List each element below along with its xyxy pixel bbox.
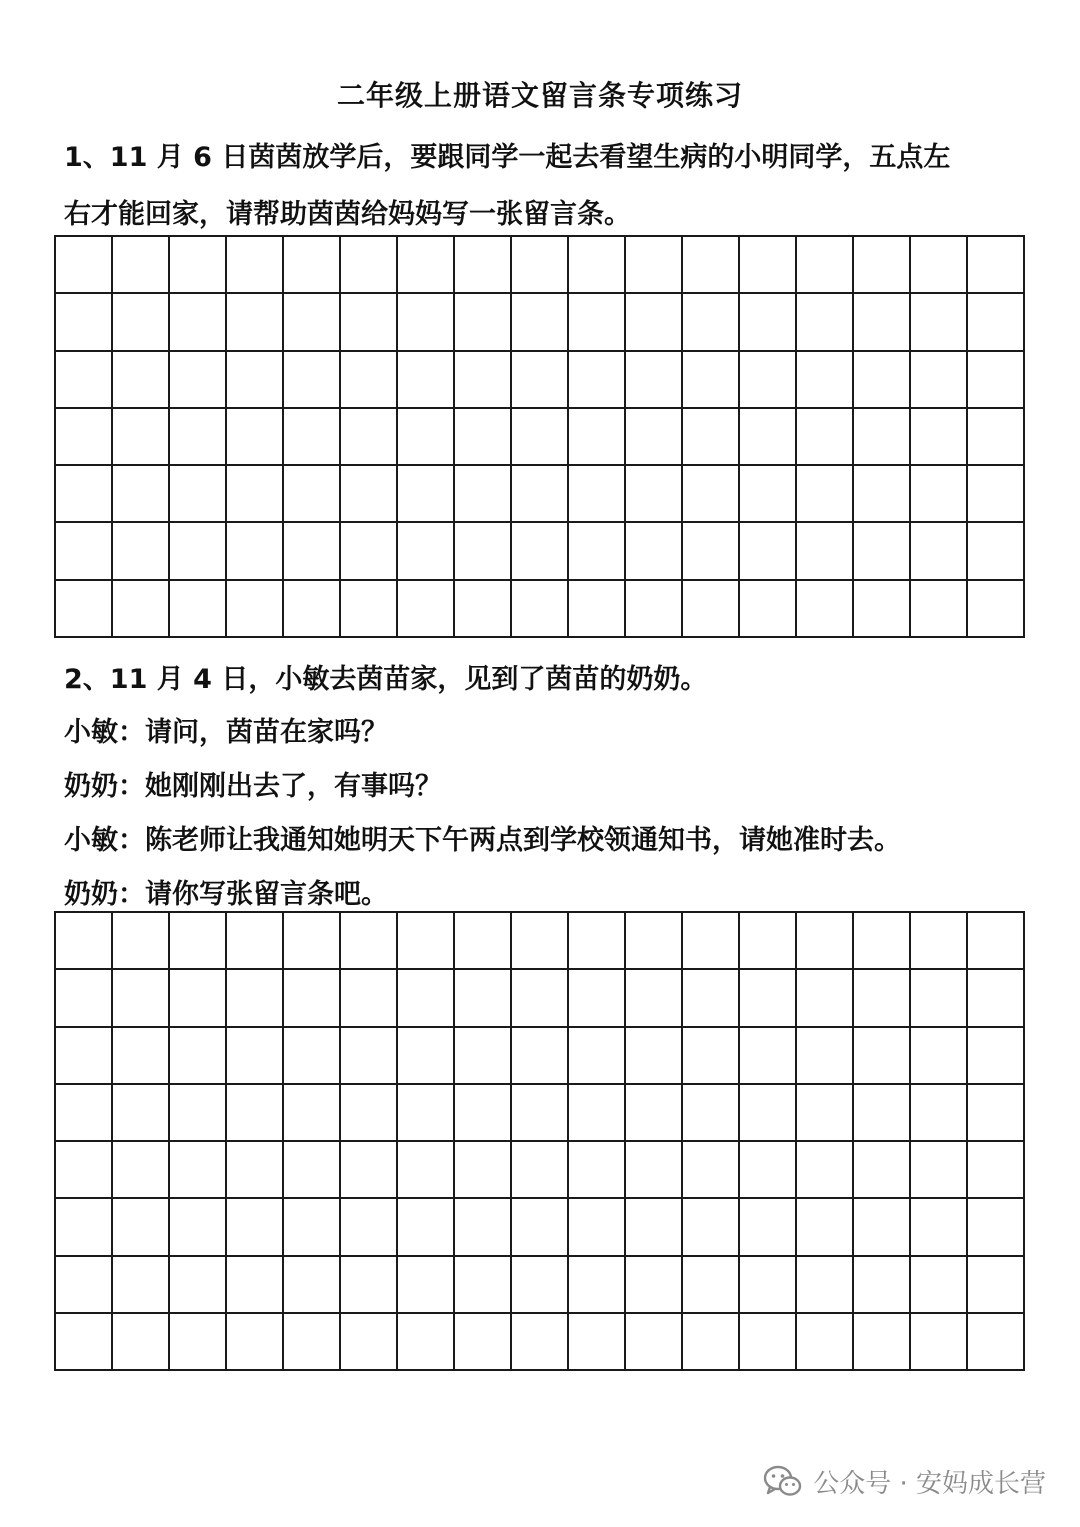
grid-cell[interactable] (626, 1257, 683, 1314)
grid-cell[interactable] (968, 466, 1025, 523)
grid-cell[interactable] (968, 913, 1025, 970)
watermark (763, 1463, 1046, 1500)
grid-cell[interactable] (740, 466, 797, 523)
grid-cell[interactable] (626, 1028, 683, 1085)
grid-cell[interactable] (113, 1142, 170, 1199)
dialog-line-3: 小敏：陈老师让我通知她明天下午两点到学校领通知书，请她准时去。 (64, 825, 901, 856)
grid-cell[interactable] (683, 1314, 740, 1371)
grid-cell[interactable] (683, 294, 740, 351)
grid-cell[interactable] (113, 970, 170, 1027)
grid-cell[interactable] (227, 581, 284, 638)
grid-cell[interactable] (683, 970, 740, 1027)
grid-cell[interactable] (512, 1199, 569, 1256)
grid-cell[interactable] (113, 523, 170, 580)
grid-cell[interactable] (398, 409, 455, 466)
grid-cell[interactable] (341, 1314, 398, 1371)
grid-cell[interactable] (968, 1142, 1025, 1199)
grid-cell[interactable] (113, 1199, 170, 1256)
grid-cell[interactable] (626, 1199, 683, 1256)
grid-cell[interactable] (341, 352, 398, 409)
grid-cell[interactable] (683, 523, 740, 580)
grid-cell[interactable] (56, 352, 113, 409)
grid-cell[interactable] (455, 1085, 512, 1142)
grid-cell[interactable] (854, 1085, 911, 1142)
grid-cell[interactable] (911, 352, 968, 409)
grid-cell[interactable] (569, 294, 626, 351)
grid-cell[interactable] (512, 1257, 569, 1314)
grid-cell[interactable] (227, 352, 284, 409)
grid-cell[interactable] (170, 913, 227, 970)
grid-cell[interactable] (797, 1085, 854, 1142)
grid-cell[interactable] (854, 409, 911, 466)
grid-cell[interactable] (398, 1257, 455, 1314)
grid-cell[interactable] (740, 294, 797, 351)
grid-cell[interactable] (854, 913, 911, 970)
watermark-text: 公众号 · 安妈成长营 (813, 1469, 1046, 1499)
grid-cell[interactable] (284, 352, 341, 409)
grid-cell[interactable] (284, 409, 341, 466)
grid-cell[interactable] (854, 466, 911, 523)
grid-cell[interactable] (569, 409, 626, 466)
grid-cell[interactable] (398, 237, 455, 294)
grid-cell[interactable] (455, 466, 512, 523)
grid-cell[interactable] (569, 913, 626, 970)
grid-cell[interactable] (968, 1257, 1025, 1314)
grid-cell[interactable] (626, 352, 683, 409)
grid-cell[interactable] (398, 1085, 455, 1142)
grid-cell[interactable] (512, 237, 569, 294)
grid-cell[interactable] (170, 294, 227, 351)
grid-cell[interactable] (398, 581, 455, 638)
grid-cell[interactable] (170, 466, 227, 523)
grid-cell[interactable] (398, 1142, 455, 1199)
grid-cell[interactable] (512, 466, 569, 523)
grid-cell[interactable] (626, 913, 683, 970)
grid-cell[interactable] (968, 581, 1025, 638)
grid-cell[interactable] (626, 466, 683, 523)
grid-cell[interactable] (56, 1142, 113, 1199)
grid-cell[interactable] (227, 1199, 284, 1256)
grid-cell[interactable] (227, 294, 284, 351)
grid-cell[interactable] (626, 237, 683, 294)
grid-cell[interactable] (797, 352, 854, 409)
grid-cell[interactable] (569, 523, 626, 580)
grid-cell[interactable] (341, 294, 398, 351)
grid-cell[interactable] (854, 352, 911, 409)
grid-cell[interactable] (911, 1028, 968, 1085)
grid-cell[interactable] (683, 1257, 740, 1314)
grid-cell[interactable] (227, 1085, 284, 1142)
grid-cell[interactable] (569, 970, 626, 1027)
grid-cell[interactable] (626, 1142, 683, 1199)
grid-cell[interactable] (56, 1085, 113, 1142)
grid-cell[interactable] (683, 1199, 740, 1256)
grid-cell[interactable] (170, 409, 227, 466)
grid-cell[interactable] (512, 352, 569, 409)
grid-cell[interactable] (683, 1142, 740, 1199)
grid-cell[interactable] (56, 913, 113, 970)
grid-cell[interactable] (968, 1085, 1025, 1142)
grid-cell[interactable] (512, 1142, 569, 1199)
question-1-line-1: 1、11 月 6 日茵茵放学后，要跟同学一起去看望生病的小明同学，五点左 (64, 142, 951, 173)
grid-cell[interactable] (341, 581, 398, 638)
grid-cell[interactable] (797, 294, 854, 351)
grid-cell[interactable] (284, 970, 341, 1027)
grid-cell[interactable] (455, 1199, 512, 1256)
grid-cell[interactable] (341, 1142, 398, 1199)
grid-cell[interactable] (170, 1257, 227, 1314)
grid-cell[interactable] (569, 1199, 626, 1256)
grid-cell[interactable] (284, 466, 341, 523)
grid-cell[interactable] (512, 581, 569, 638)
grid-cell[interactable] (968, 1028, 1025, 1085)
grid-cell[interactable] (113, 352, 170, 409)
grid-cell[interactable] (854, 1199, 911, 1256)
grid-cell[interactable] (284, 1314, 341, 1371)
grid-cell[interactable] (170, 1142, 227, 1199)
grid-cell[interactable] (398, 970, 455, 1027)
grid-cell[interactable] (227, 409, 284, 466)
grid-cell[interactable] (740, 970, 797, 1027)
grid-cell[interactable] (341, 409, 398, 466)
grid-cell[interactable] (113, 237, 170, 294)
grid-cell[interactable] (854, 1142, 911, 1199)
grid-cell[interactable] (626, 1314, 683, 1371)
grid-cell[interactable] (113, 1314, 170, 1371)
grid-cell[interactable] (797, 1314, 854, 1371)
grid-cell[interactable] (170, 1199, 227, 1256)
grid-cell[interactable] (968, 970, 1025, 1027)
grid-cell[interactable] (512, 409, 569, 466)
grid-cell[interactable] (170, 237, 227, 294)
grid-cell[interactable] (227, 1257, 284, 1314)
dialog-line-4: 奶奶：请你写张留言条吧。 (64, 879, 388, 910)
grid-cell[interactable] (398, 466, 455, 523)
grid-cell[interactable] (626, 523, 683, 580)
grid-cell[interactable] (56, 466, 113, 523)
grid-cell[interactable] (569, 1314, 626, 1371)
grid-cell[interactable] (797, 581, 854, 638)
question-2-intro: 2、11 月 4 日，小敏去茵苗家，见到了茵苗的奶奶。 (64, 664, 708, 695)
grid-cell[interactable] (341, 1085, 398, 1142)
grid-cell[interactable] (56, 970, 113, 1027)
grid-cell[interactable] (227, 1314, 284, 1371)
grid-cell[interactable] (911, 1199, 968, 1256)
grid-cell[interactable] (968, 1199, 1025, 1256)
grid-cell[interactable] (797, 1199, 854, 1256)
grid-cell[interactable] (512, 294, 569, 351)
grid-cell[interactable] (569, 1257, 626, 1314)
grid-cell[interactable] (113, 581, 170, 638)
grid-cell[interactable] (56, 1199, 113, 1256)
grid-cell[interactable] (512, 1028, 569, 1085)
grid-cell[interactable] (284, 1199, 341, 1256)
grid-cell[interactable] (512, 913, 569, 970)
grid-cell[interactable] (227, 1028, 284, 1085)
grid-cell[interactable] (341, 1257, 398, 1314)
grid-cell[interactable] (626, 294, 683, 351)
grid-cell[interactable] (284, 1257, 341, 1314)
grid-cell[interactable] (341, 1028, 398, 1085)
grid-cell[interactable] (740, 237, 797, 294)
grid-cell[interactable] (911, 970, 968, 1027)
grid-cell[interactable] (626, 409, 683, 466)
grid-cell[interactable] (113, 1085, 170, 1142)
writing-grid-2[interactable] (54, 911, 1025, 1371)
grid-cell[interactable] (455, 1142, 512, 1199)
grid-cell[interactable] (740, 523, 797, 580)
grid-cell[interactable] (569, 352, 626, 409)
grid-cell[interactable] (626, 581, 683, 638)
dialog-line-1: 小敏：请问，茵苗在家吗？ (64, 717, 388, 748)
grid-cell[interactable] (455, 1257, 512, 1314)
grid-cell[interactable] (911, 523, 968, 580)
grid-cell[interactable] (740, 1085, 797, 1142)
grid-cell[interactable] (911, 1257, 968, 1314)
grid-cell[interactable] (797, 970, 854, 1027)
grid-cell[interactable] (227, 237, 284, 294)
grid-cell[interactable] (683, 581, 740, 638)
grid-cell[interactable] (911, 1314, 968, 1371)
grid-cell[interactable] (740, 352, 797, 409)
grid-cell[interactable] (227, 913, 284, 970)
grid-cell[interactable] (113, 294, 170, 351)
grid-cell[interactable] (797, 466, 854, 523)
grid-cell[interactable] (113, 913, 170, 970)
grid-cell[interactable] (512, 970, 569, 1027)
grid-cell[interactable] (455, 409, 512, 466)
grid-cell[interactable] (683, 1085, 740, 1142)
grid-cell[interactable] (284, 913, 341, 970)
grid-cell[interactable] (341, 1199, 398, 1256)
grid-cell[interactable] (683, 1028, 740, 1085)
grid-cell[interactable] (455, 581, 512, 638)
grid-cell[interactable] (398, 523, 455, 580)
grid-cell[interactable] (854, 1257, 911, 1314)
grid-cell[interactable] (569, 1028, 626, 1085)
grid-cell[interactable] (227, 523, 284, 580)
grid-cell[interactable] (56, 581, 113, 638)
wechat-icon (763, 1465, 803, 1499)
grid-cell[interactable] (227, 1142, 284, 1199)
grid-cell[interactable] (569, 466, 626, 523)
grid-cell[interactable] (911, 466, 968, 523)
grid-cell[interactable] (398, 1314, 455, 1371)
grid-cell[interactable] (683, 913, 740, 970)
grid-cell[interactable] (512, 523, 569, 580)
grid-cell[interactable] (626, 1085, 683, 1142)
grid-cell[interactable] (455, 913, 512, 970)
grid-cell[interactable] (455, 523, 512, 580)
grid-cell[interactable] (797, 1028, 854, 1085)
grid-cell[interactable] (455, 1028, 512, 1085)
grid-cell[interactable] (740, 409, 797, 466)
grid-cell[interactable] (455, 294, 512, 351)
page-title: 二年级上册语文留言条专项练习 (336, 79, 743, 112)
grid-cell[interactable] (683, 466, 740, 523)
writing-grid-1[interactable] (54, 235, 1025, 638)
grid-cell[interactable] (170, 523, 227, 580)
grid-cell[interactable] (284, 237, 341, 294)
grid-cell[interactable] (854, 970, 911, 1027)
grid-cell[interactable] (854, 581, 911, 638)
grid-cell[interactable] (854, 1314, 911, 1371)
grid-cell[interactable] (911, 1085, 968, 1142)
grid-cell[interactable] (911, 409, 968, 466)
grid-cell[interactable] (569, 1085, 626, 1142)
grid-cell[interactable] (740, 1199, 797, 1256)
grid-cell[interactable] (968, 523, 1025, 580)
grid-cell[interactable] (227, 970, 284, 1027)
grid-cell[interactable] (911, 581, 968, 638)
grid-cell[interactable] (968, 237, 1025, 294)
grid-cell[interactable] (740, 1314, 797, 1371)
grid-cell[interactable] (398, 1199, 455, 1256)
grid-cell[interactable] (56, 1314, 113, 1371)
grid-cell[interactable] (797, 409, 854, 466)
grid-cell[interactable] (797, 1257, 854, 1314)
grid-cell[interactable] (170, 970, 227, 1027)
grid-cell[interactable] (113, 409, 170, 466)
grid-cell[interactable] (911, 1142, 968, 1199)
grid-cell[interactable] (170, 581, 227, 638)
grid-cell[interactable] (341, 237, 398, 294)
grid-cell[interactable] (455, 237, 512, 294)
grid-cell[interactable] (398, 352, 455, 409)
grid-cell[interactable] (740, 581, 797, 638)
grid-cell[interactable] (740, 1028, 797, 1085)
grid-cell[interactable] (683, 352, 740, 409)
grid-cell[interactable] (341, 913, 398, 970)
grid-cell[interactable] (968, 409, 1025, 466)
grid-cell[interactable] (911, 913, 968, 970)
grid-cell[interactable] (854, 1028, 911, 1085)
grid-cell[interactable] (512, 1085, 569, 1142)
grid-cell[interactable] (797, 913, 854, 970)
grid-cell[interactable] (170, 1085, 227, 1142)
grid-cell[interactable] (569, 581, 626, 638)
grid-cell[interactable] (797, 523, 854, 580)
grid-cell[interactable] (56, 409, 113, 466)
grid-cell[interactable] (113, 466, 170, 523)
question-1-line-2: 右才能回家，请帮助茵茵给妈妈写一张留言条。 (64, 199, 631, 230)
grid-cell[interactable] (170, 1028, 227, 1085)
grid-cell[interactable] (56, 294, 113, 351)
grid-cell[interactable] (455, 970, 512, 1027)
grid-cell[interactable] (968, 1314, 1025, 1371)
grid-cell[interactable] (797, 237, 854, 294)
grid-cell[interactable] (284, 1085, 341, 1142)
grid-cell[interactable] (968, 352, 1025, 409)
grid-cell[interactable] (284, 1142, 341, 1199)
grid-cell[interactable] (227, 466, 284, 523)
grid-cell[interactable] (740, 913, 797, 970)
grid-cell[interactable] (170, 352, 227, 409)
grid-cell[interactable] (56, 523, 113, 580)
grid-cell[interactable] (398, 1028, 455, 1085)
grid-cell[interactable] (569, 1142, 626, 1199)
grid-cell[interactable] (113, 1028, 170, 1085)
grid-cell[interactable] (56, 1028, 113, 1085)
grid-cell[interactable] (569, 237, 626, 294)
grid-cell[interactable] (455, 1314, 512, 1371)
grid-cell[interactable] (854, 523, 911, 580)
grid-cell[interactable] (911, 237, 968, 294)
grid-cell[interactable] (341, 970, 398, 1027)
grid-cell[interactable] (740, 1142, 797, 1199)
grid-cell[interactable] (398, 913, 455, 970)
grid-cell[interactable] (797, 1142, 854, 1199)
grid-cell[interactable] (968, 294, 1025, 351)
grid-cell[interactable] (740, 1257, 797, 1314)
grid-cell[interactable] (284, 523, 341, 580)
grid-cell[interactable] (56, 237, 113, 294)
grid-cell[interactable] (398, 294, 455, 351)
grid-cell[interactable] (284, 294, 341, 351)
grid-cell[interactable] (854, 237, 911, 294)
grid-cell[interactable] (341, 466, 398, 523)
grid-cell[interactable] (56, 1257, 113, 1314)
grid-cell[interactable] (683, 409, 740, 466)
grid-cell[interactable] (170, 1314, 227, 1371)
grid-cell[interactable] (626, 970, 683, 1027)
grid-cell[interactable] (683, 237, 740, 294)
grid-cell[interactable] (854, 294, 911, 351)
grid-cell[interactable] (284, 1028, 341, 1085)
grid-cell[interactable] (284, 581, 341, 638)
grid-cell[interactable] (341, 523, 398, 580)
dialog-line-2: 奶奶：她刚刚出去了，有事吗？ (64, 771, 442, 802)
grid-cell[interactable] (512, 1314, 569, 1371)
grid-cell[interactable] (113, 1257, 170, 1314)
grid-cell[interactable] (455, 352, 512, 409)
grid-cell[interactable] (911, 294, 968, 351)
